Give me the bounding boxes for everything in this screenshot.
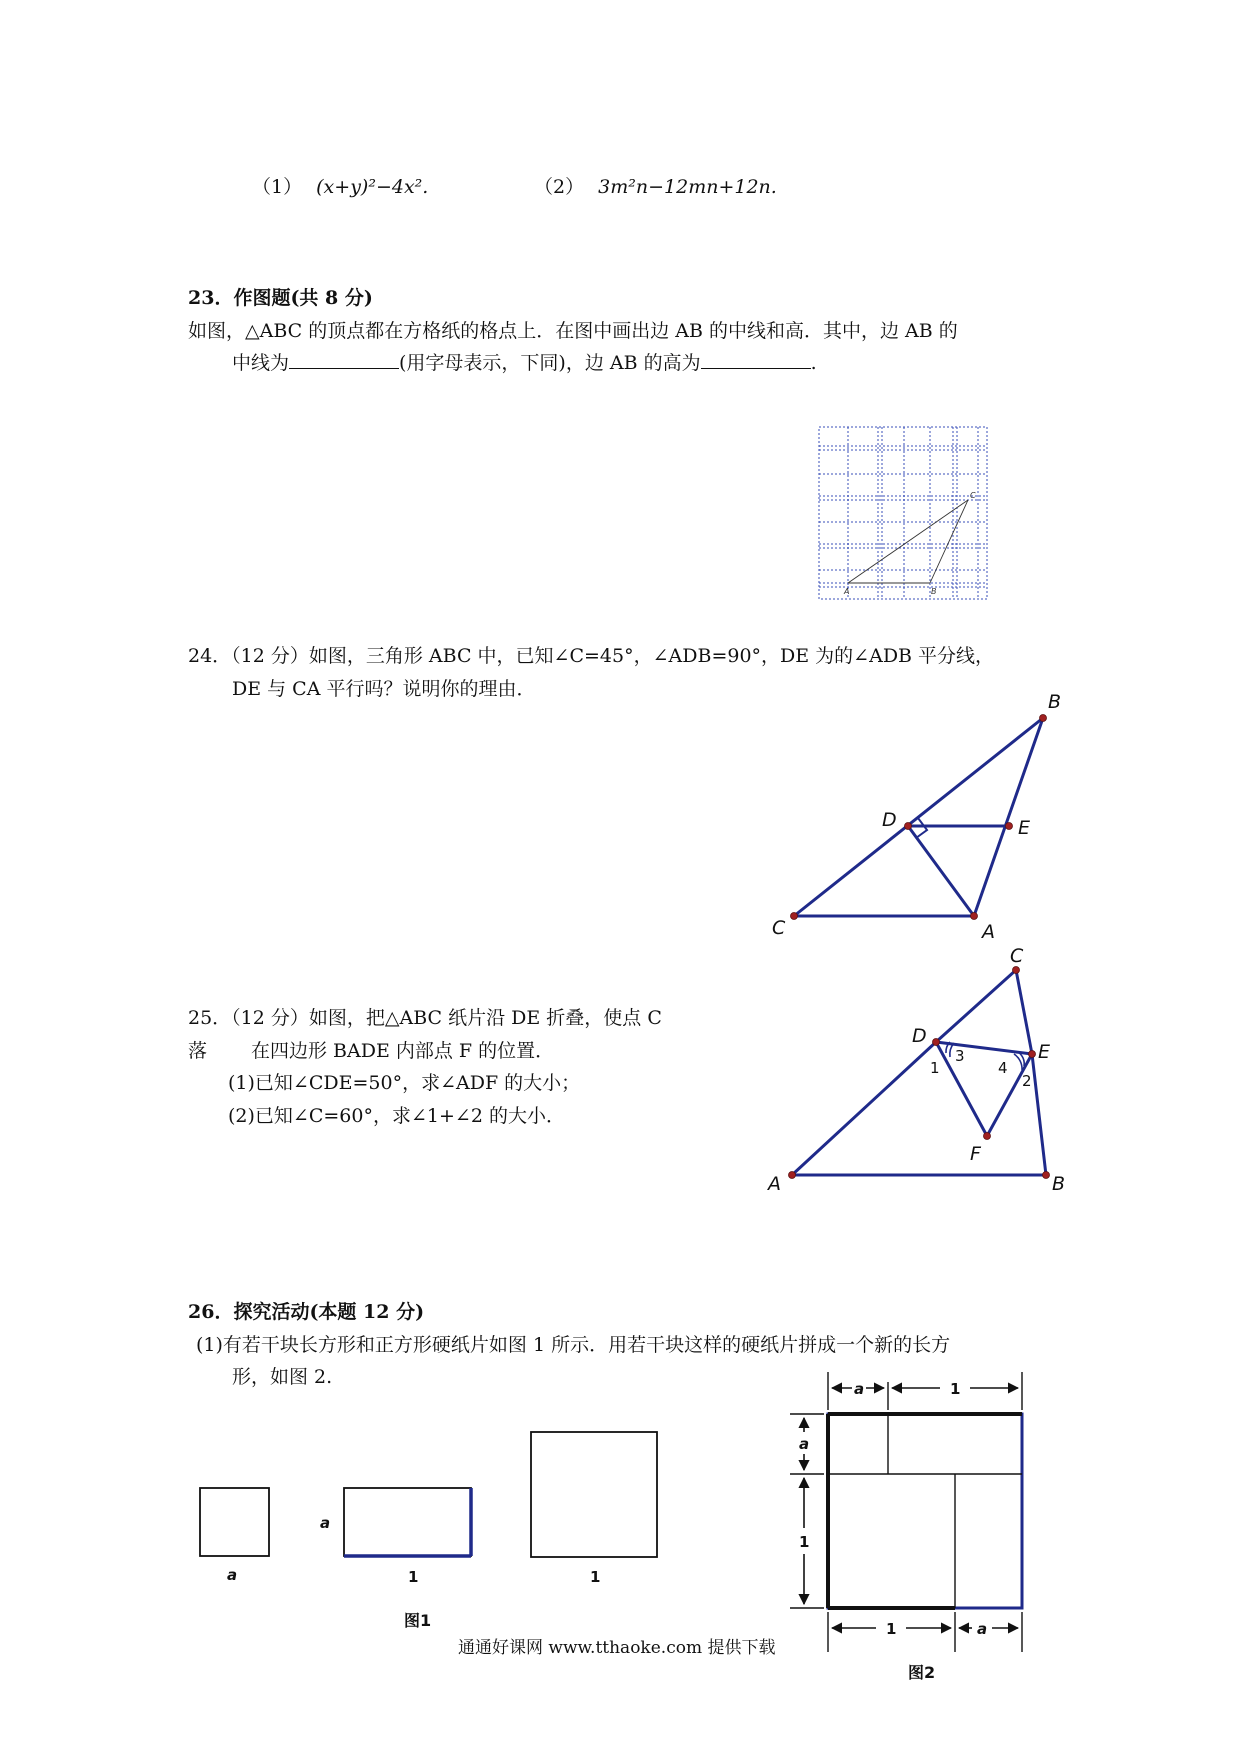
right-angle-mark xyxy=(916,818,927,838)
fig1-label-a-rect: a xyxy=(320,1514,331,1532)
q24-label-b: B xyxy=(1048,691,1062,713)
q24-line1: 24．（12 分）如图，三角形 ABC 中，已知∠C=45°，∠ADB=90°，DE 为的∠ADB 平分线， xyxy=(188,645,995,667)
q22-part1-expression: (x+y)²−4x². xyxy=(316,176,429,198)
q23-line2 xyxy=(232,348,817,378)
q25-part1: (1)已知∠CDE=50°，求∠ADF 的大小； xyxy=(228,1072,581,1094)
fig1-label-1-big: 1 xyxy=(590,1568,601,1586)
point-d xyxy=(905,823,912,830)
q24-line2: DE 与 CA 平行吗？说明你的理由． xyxy=(232,678,536,700)
q24-label-c: C xyxy=(772,917,786,939)
q23-title: 23．作图题(共 8 分) xyxy=(188,287,373,309)
point-b xyxy=(1040,715,1047,722)
q23-median-label: 中线为 xyxy=(232,352,290,374)
q26-figure-1 xyxy=(190,1420,670,1640)
q23-label-a: A xyxy=(844,587,850,596)
segment-da xyxy=(908,826,974,916)
side-cb xyxy=(794,718,1043,916)
q25-label-c: C xyxy=(1010,946,1024,967)
point-d xyxy=(933,1039,940,1046)
q22-part2-number: （2） xyxy=(534,176,585,198)
q23-line1: 如图，△ABC 的顶点都在方格纸的格点上．在图中画出边 AB 的中线和高．其中，边 AB 的 xyxy=(188,320,958,342)
fig2-label-top-a: a xyxy=(854,1380,865,1398)
footer-watermark: 通通好课网 www.tthaoke.com 提供下载 xyxy=(458,1638,776,1658)
point-f xyxy=(984,1133,991,1140)
segment-ef xyxy=(987,1054,1032,1136)
q25-line2 xyxy=(188,1036,554,1066)
q25-label-d: D xyxy=(912,1025,927,1047)
q24-label-d: D xyxy=(882,809,897,831)
q23-median-blank[interactable] xyxy=(289,348,399,369)
q22-part1-number: （1） xyxy=(252,176,303,198)
triangle-abc xyxy=(848,500,968,583)
point-b xyxy=(1043,1172,1050,1179)
q26-figure-2 xyxy=(780,1370,1040,1690)
q25-part2: (2)已知∠C=60°，求∠1+∠2 的大小． xyxy=(228,1105,565,1127)
point-a xyxy=(971,913,978,920)
q25-angle-4: 4 xyxy=(998,1059,1008,1077)
q22-part1 xyxy=(252,172,428,202)
fig2-label-left-1: 1 xyxy=(799,1533,810,1551)
q23-label-b: B xyxy=(931,587,937,596)
point-c xyxy=(791,913,798,920)
point-e xyxy=(1006,823,1013,830)
q25-line2-start: 落 xyxy=(188,1040,208,1062)
q25-angle-1: 1 xyxy=(930,1059,940,1077)
q23-height-blank[interactable] xyxy=(701,348,811,369)
q26-line2: 形，如图 2. xyxy=(232,1366,333,1388)
fig1-label-1-rect: 1 xyxy=(408,1568,419,1586)
q25-label-e: E xyxy=(1038,1041,1051,1063)
q25-angle-2: 2 xyxy=(1022,1072,1032,1090)
q22-part2 xyxy=(534,172,777,202)
q26-title: 26．探究活动(本题 12 分) xyxy=(188,1301,425,1323)
fig1-label-a-small: a xyxy=(227,1566,238,1584)
side-dc xyxy=(936,970,1016,1042)
point-e xyxy=(1029,1051,1036,1058)
point-a xyxy=(789,1172,796,1179)
q24-triangle-figure xyxy=(760,688,1080,950)
q25-fold-figure xyxy=(760,946,1080,1196)
q23-label-c: C xyxy=(970,491,976,500)
q25-label-a: A xyxy=(768,1173,781,1195)
q25-line2-rest: 在四边形 BADE 内部点 F 的位置． xyxy=(251,1040,555,1062)
fig2-caption: 图2 xyxy=(908,1663,936,1682)
side-ad xyxy=(792,1042,936,1175)
q25-label-b: B xyxy=(1052,1173,1066,1195)
q23-period: . xyxy=(810,352,817,374)
q25-line1: 25．（12 分）如图，把△ABC 纸片沿 DE 折叠，使点 C xyxy=(188,1007,662,1029)
fig2-label-bottom-1: 1 xyxy=(886,1620,897,1638)
side-ce xyxy=(1016,970,1032,1054)
q22-part2-expression: 3m²n−12mn+12n. xyxy=(598,176,777,198)
q24-label-a: A xyxy=(982,921,995,943)
point-c xyxy=(1013,967,1020,974)
q25-angle-3: 3 xyxy=(955,1047,965,1065)
fig2-label-left-a: a xyxy=(799,1435,810,1453)
fig2-label-top-1: 1 xyxy=(950,1380,961,1398)
rectangle-a-by-1 xyxy=(344,1488,471,1556)
fig1-caption: 图1 xyxy=(404,1611,432,1630)
q23-height-label: (用字母表示，下同)，边 AB 的高为 xyxy=(399,352,701,374)
q26-line1: (1)有若干块长方形和正方形硬纸片如图 1 所示．用若干块这样的硬纸片拼成一个新的长方 xyxy=(196,1334,951,1356)
side-eb xyxy=(1032,1054,1046,1175)
small-square xyxy=(200,1488,269,1556)
q25-label-f: F xyxy=(970,1143,981,1165)
fig2-label-bottom-a: a xyxy=(977,1620,988,1638)
big-square xyxy=(531,1432,657,1557)
q23-grid-figure xyxy=(818,426,990,602)
side-ab xyxy=(974,718,1043,916)
q24-label-e: E xyxy=(1018,817,1031,839)
